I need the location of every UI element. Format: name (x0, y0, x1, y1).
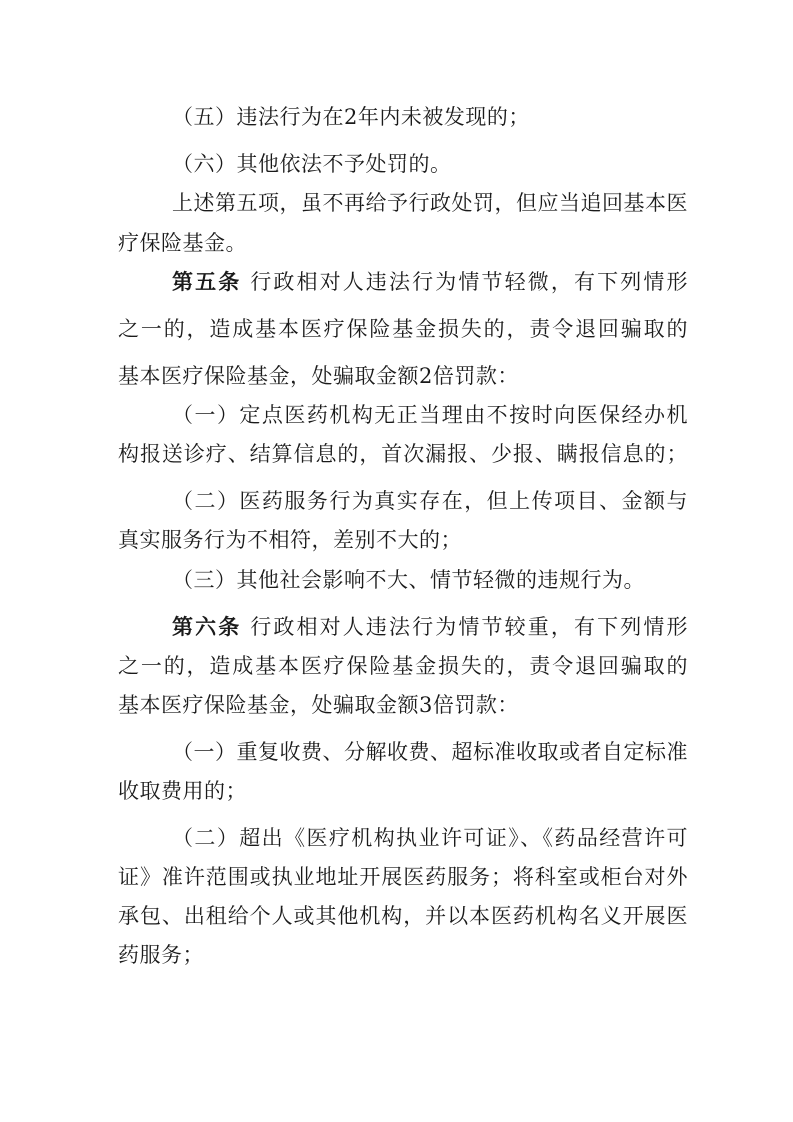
text-line (118, 864, 688, 890)
line-text: （二）超出《医疗机构执业许可证》、《药品经营许可 (172, 826, 688, 850)
line-text: （五）违法行为在2年内未被发现的； (172, 105, 530, 129)
line-text: 证》准许范围或执业地址开展医药服务；将科室或柜台对外 (118, 865, 688, 889)
line-text: 构报送诊疗、结算信息的，首次漏报、少报、瞒报信息的； (118, 442, 688, 466)
line-text: 行政相对人违法行为情节较重，有下列情形 (241, 615, 688, 639)
line-text: （一）定点医药机构无正当理由不按时向医保经办机 (172, 403, 688, 427)
text-line (118, 230, 688, 256)
line-text: （一）重复收费、分解收费、超标准收取或者自定标准 (172, 740, 688, 764)
text-line (172, 190, 688, 216)
article-heading: 第五条 (172, 269, 242, 294)
line-text: 基本医疗保险基金，处骗取金额2倍罚款： (118, 364, 519, 388)
text-line (172, 269, 688, 295)
text-line (118, 778, 688, 804)
line-text: 承包、出租给个人或其他机构，并以本医药机构名义开展医 (118, 904, 688, 928)
text-line (172, 739, 688, 765)
line-text: 真实服务行为不相符，差别不大的； (118, 528, 462, 552)
line-text: （三）其他社会影响不大、情节轻微的违规行为。 (172, 568, 645, 592)
line-text: 上述第五项，虽不再给予行政处罚，但应当追回基本医 (172, 191, 688, 215)
text-line (118, 692, 688, 718)
text-line (172, 104, 688, 130)
line-text: 之一的，造成基本医疗保险基金损失的，责令退回骗取的 (118, 317, 688, 341)
line-text: 收取费用的； (118, 779, 247, 803)
text-line (172, 825, 688, 851)
text-line (118, 653, 688, 679)
text-line (172, 567, 688, 593)
text-line (118, 903, 688, 929)
line-text: （六）其他依法不予处罚的。 (172, 152, 452, 176)
text-line (172, 402, 688, 428)
line-text: 行政相对人违法行为情节轻微，有下列情形 (241, 270, 688, 294)
text-line (172, 488, 688, 514)
text-line (172, 614, 688, 640)
article-heading: 第六条 (172, 614, 242, 639)
line-text: 基本医疗保险基金，处骗取金额3倍罚款： (118, 693, 519, 717)
text-line (172, 151, 688, 177)
text-line (118, 527, 688, 553)
line-text: 疗保险基金。 (118, 231, 247, 255)
line-text: （二）医药服务行为真实存在，但上传项目、金额与 (172, 489, 688, 513)
line-text: 之一的，造成基本医疗保险基金损失的，责令退回骗取的 (118, 654, 688, 678)
text-line (118, 942, 688, 968)
text-line (118, 316, 688, 342)
line-text: 药服务； (118, 943, 204, 967)
text-line (118, 363, 688, 389)
text-line (118, 441, 688, 467)
